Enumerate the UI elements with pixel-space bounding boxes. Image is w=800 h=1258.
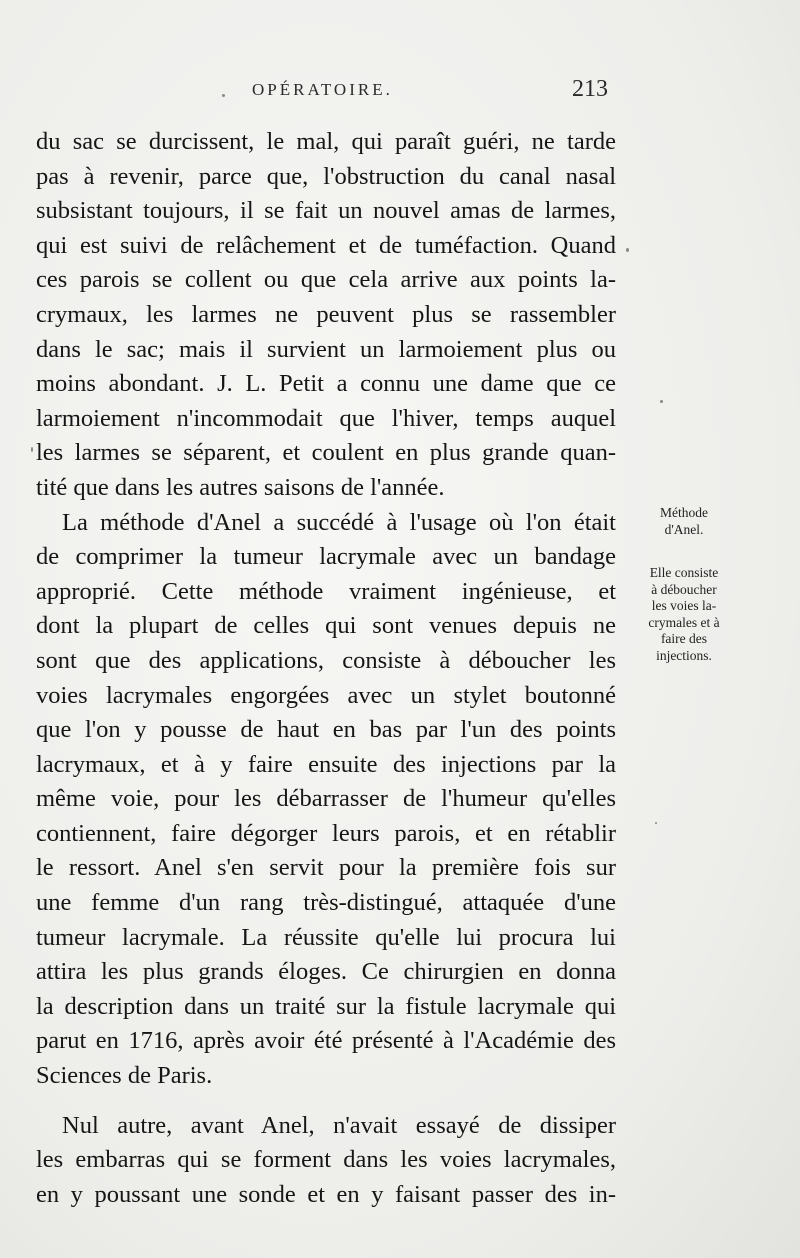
text-line: parut en 1716, après avoir été présenté à l'Académie des xyxy=(36,1027,616,1055)
text-line: pas à revenir, parce que, l'obstruction du canal nasal xyxy=(36,162,616,190)
paragraph-gap xyxy=(36,1094,616,1109)
text-line: tumeur lacrymale. La réussite qu'elle lui procura lui xyxy=(36,923,616,951)
running-title: OPÉRATOIRE. xyxy=(252,80,393,99)
margin-note-line: crymales et à xyxy=(648,614,720,630)
text-line: les larmes se séparent, et coulent en plus grande quan- xyxy=(36,439,616,467)
text-line: les embarras qui se forment dans les voies lacrymales, xyxy=(36,1146,616,1174)
margin-note-line: d'Anel. xyxy=(664,521,704,537)
paragraph-start-line: La méthode d'Anel a succédé à l'usage où l'on était xyxy=(62,508,616,536)
text-line: ces parois se collent ou que cela arrive aux points la- xyxy=(36,266,616,294)
text-line: même voie, pour les débarrasser de l'humeur qu'elles xyxy=(36,785,616,813)
paper-speck xyxy=(626,248,629,252)
paragraph-start-line: Nul autre, avant Anel, n'avait essayé de dissiper xyxy=(62,1111,616,1139)
text-line: la description dans un traité sur la fistule lacrymale qui xyxy=(36,992,616,1020)
text-line: sont que des applications, consiste à déboucher les xyxy=(36,646,616,674)
text-line: qui est suivi de relâchement et de tuméfaction. Quand xyxy=(36,231,616,259)
text-line: approprié. Cette méthode vraiment ingénieuse, et xyxy=(36,577,616,605)
text-line: tité que dans les autres saisons de l'année. xyxy=(36,473,445,501)
text-line: attira les plus grands éloges. Ce chirurgien en donna xyxy=(36,958,616,986)
margin-note-line: faire des xyxy=(660,631,708,646)
text-line: Sciences de Paris. xyxy=(36,1062,213,1090)
text-line: crymaux, les larmes ne peuvent plus se rassembler xyxy=(36,300,616,328)
margin-note-line: les voies la- xyxy=(651,598,717,613)
text-line: que l'on y pousse de haut en bas par l'un des points xyxy=(36,716,616,744)
text-line: voies lacrymales engorgées avec un stylet boutonné xyxy=(36,681,616,709)
text-line: dans le sac; mais il survient un larmoiement plus ou xyxy=(36,335,616,363)
body-text xyxy=(36,125,616,1212)
text-line: une femme d'un rang très-distingué, attaquée d'une xyxy=(36,889,616,917)
text-line: en y poussant une sonde et en y faisant passer des in- xyxy=(36,1180,616,1208)
paper-speck xyxy=(655,822,657,824)
text-line: contiennent, faire dégorger leurs parois, et en rétablir xyxy=(36,819,616,847)
text-line: de comprimer la tumeur lacrymale avec un bandage xyxy=(36,543,616,571)
margin-note-consists xyxy=(628,565,740,664)
paper-speck xyxy=(31,447,33,452)
page-number: 213 xyxy=(572,76,608,102)
text-line: le ressort. Anel s'en servit pour la première fois sur xyxy=(36,854,616,882)
text-line: dont la plupart de celles qui sont venues depuis ne xyxy=(36,612,616,640)
margin-note-line: à déboucher xyxy=(651,581,717,597)
margin-note-line: Elle consiste xyxy=(649,565,719,580)
margin-note-line: injections. xyxy=(656,647,712,663)
text-line: lacrymaux, et à y faire ensuite des injections par la xyxy=(36,750,616,778)
text-line: du sac se durcissent, le mal, qui paraît guéri, ne tarde xyxy=(36,128,616,155)
text-line: subsistant toujours, il se fait un nouvel amas de larmes, xyxy=(36,197,616,225)
paper-speck xyxy=(660,400,663,403)
text-line: moins abondant. J. L. Petit a connu une dame que ce xyxy=(36,370,616,398)
margin-note-method xyxy=(628,505,740,538)
margin-note-line: Méthode xyxy=(660,505,708,520)
text-line: larmoiement n'incommodait que l'hiver, temps auquel xyxy=(36,404,616,432)
paper-speck xyxy=(222,94,225,97)
